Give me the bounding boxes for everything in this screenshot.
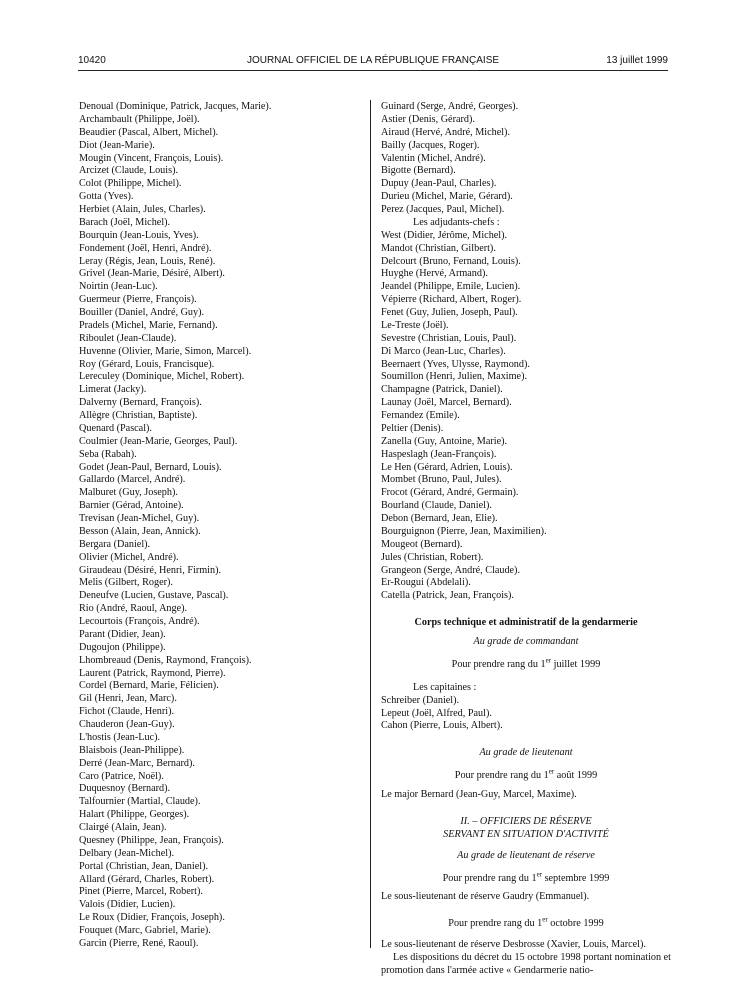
list-item: Guermeur (Pierre, François). — [79, 294, 197, 306]
list-item: Lereculey (Dominique, Michel, Robert). — [79, 371, 245, 383]
list-item: Zanella (Guy, Antoine, Marie). — [381, 435, 508, 447]
list-item: Caro (Patrice, Noël). — [79, 770, 164, 782]
list-item: Barnier (Gérad, Antoine). — [79, 500, 184, 512]
list-item: Peltier (Denis). — [381, 422, 444, 434]
list-item: Dupuy (Jean-Paul, Charles). — [381, 178, 497, 190]
list-item: Pradels (Michel, Marie, Fernand). — [79, 319, 218, 331]
list-item: Herbiet (Alain, Jules, Charles). — [79, 204, 206, 215]
list-item: Quesney (Philippe, Jean, François). — [79, 834, 224, 846]
list-item: Noirtin (Jean-Luc). — [79, 281, 158, 293]
list-item: Guinard (Serge, André, Georges). — [381, 101, 519, 112]
left-column — [79, 101, 361, 951]
list-item: Cordel (Bernard, Marie, Félicien). — [79, 680, 219, 692]
rang-aout: Pour prendre rang du 1er août 1999 — [454, 767, 598, 782]
list-item: Huvenne (Olivier, Marie, Simon, Marcel). — [79, 345, 252, 357]
column-divider — [370, 100, 371, 948]
list-item: L'hostis (Jean-Luc). — [79, 731, 161, 743]
list-item: Delcourt (Bruno, Fernand, Louis). — [381, 255, 521, 267]
list-item: Lecourtois (François, André). — [79, 616, 200, 627]
list-item: Le Roux (Didier, François, Joseph). — [79, 912, 225, 924]
list-item: Derré (Jean-Marc, Bernard). — [79, 757, 195, 769]
list-item: Fernandez (Emile). — [381, 410, 460, 421]
list-item: Beernaert (Yves, Ulysse, Raymond). — [381, 358, 530, 370]
capitaines-label: Les capitaines : — [413, 681, 477, 693]
page-header — [78, 55, 668, 69]
list-item: Delbary (Jean-Michel). — [79, 847, 175, 859]
list-item: Mougeot (Bernard). — [381, 538, 463, 550]
list-item: Fouquet (Marc, Gabriel, Marie). — [79, 925, 211, 936]
list-item: Giraudeau (Désiré, Henri, Firmin). — [79, 564, 222, 576]
name-list-b — [381, 230, 671, 603]
list-item: Talfournier (Martial, Claude). — [79, 796, 201, 808]
list-item: Parant (Didier, Jean). — [79, 628, 166, 640]
list-item: Soumillon (Henri, Julien, Maxime). — [381, 371, 528, 383]
list-item: Le Hen (Gérard, Adrien, Louis). — [381, 461, 513, 473]
section-title-reserve-2: SERVANT EN SITUATION D'ACTIVITÉ — [443, 828, 609, 840]
list-item: Roy (Gérard, Louis, Francisque). — [79, 358, 215, 370]
list-item: Limerat (Jacky). — [79, 384, 147, 396]
header-rule — [78, 70, 668, 71]
list-item: Durieu (Michel, Marie, Gérard). — [381, 191, 513, 203]
list-item: West (Didier, Jérôme, Michel). — [381, 229, 508, 241]
list-item: Rio (André, Raoul, Ange). — [79, 603, 188, 615]
list-item: Garcin (Pierre, René, Raoul). — [79, 937, 199, 949]
rang-septembre: Pour prendre rang du 1er septembre 1999 — [442, 870, 610, 884]
list-item: Schreiber (Daniel). — [381, 694, 460, 706]
list-item: Bergara (Daniel). — [79, 538, 151, 550]
list-item: Debon (Bernard, Jean, Elie). — [381, 513, 498, 524]
list-item: Pinet (Pierre, Marcel, Robert). — [79, 886, 203, 898]
list-item: Blaisbois (Jean-Philippe). — [79, 744, 185, 756]
rang-octobre: Pour prendre rang du 1er octobre 1999 — [448, 915, 604, 930]
list-item: Seba (Rabah). — [79, 448, 137, 460]
list-item: Astier (Denis, Gérard). — [381, 113, 475, 125]
list-item: Mandot (Christian, Gilbert). — [381, 242, 496, 254]
list-item: Perez (Jacques, Paul, Michel). — [381, 204, 505, 215]
list-item: Bourland (Claude, Daniel). — [381, 500, 492, 512]
list-item: Leray (Régis, Jean, Louis, René). — [79, 255, 216, 267]
list-item: Mougin (Vincent, François, Louis). — [79, 152, 224, 164]
list-item: Trevisan (Jean-Michel, Guy). — [79, 513, 200, 524]
capitaines-list — [381, 695, 671, 734]
list-item: Godet (Jean-Paul, Bernard, Louis). — [79, 461, 222, 473]
list-item: Barach (Joël, Michel). — [79, 216, 171, 228]
list-item: Haspeslagh (Jean-François). — [381, 448, 497, 460]
list-item: Laurent (Patrick, Raymond, Pierre). — [79, 667, 226, 679]
grade-lieutenant-heading: Au grade de lieutenant — [479, 747, 573, 759]
list-item: Bigotte (Bernard). — [381, 165, 456, 177]
list-item: Olivier (Michel, André). — [79, 551, 179, 563]
list-item: Dugoujon (Philippe). — [79, 641, 166, 653]
list-item: Gotta (Yves). — [79, 191, 134, 203]
list-item: Malburet (Guy, Joseph). — [79, 487, 178, 499]
list-item: Deneufve (Lucien, Gustave, Pascal). — [79, 590, 229, 602]
list-item: Airaud (Hervé, André, Michel). — [381, 126, 510, 138]
list-item: Bourquin (Jean-Louis, Yves). — [79, 229, 199, 241]
major-entry: Le major Bernard (Jean-Guy, Marcel, Maxime). — [381, 789, 577, 800]
list-item: Grivel (Jean-Marie, Désiré, Albert). — [79, 268, 225, 280]
list-item: Launay (Joël, Marcel, Bernard). — [381, 397, 512, 409]
list-item: Jeandel (Philippe, Emile, Lucien). — [381, 281, 521, 293]
list-item: Dalverny (Bernard, François). — [79, 397, 202, 409]
list-item: Catella (Patrick, Jean, François). — [381, 590, 514, 602]
issue-date: 13 juillet 1999 — [606, 55, 668, 66]
list-item: Beaudier (Pascal, Albert, Michel). — [79, 126, 219, 138]
list-item: Valois (Didier, Lucien). — [79, 899, 176, 911]
journal-title: JOURNAL OFFICIEL DE LA RÉPUBLIQUE FRANÇAISE — [246, 55, 500, 66]
list-item: Riboulet (Jean-Claude). — [79, 332, 177, 344]
list-item: Sevestre (Christian, Louis, Paul). — [381, 332, 517, 344]
list-item: Clairgé (Alain, Jean). — [79, 822, 167, 833]
list-item: Besson (Alain, Jean, Annick). — [79, 525, 201, 537]
list-item: Chauderon (Jean-Guy). — [79, 719, 175, 730]
list-item: Melis (Gilbert, Roger). — [79, 577, 173, 589]
list-item: Diot (Jean-Marie). — [79, 139, 155, 151]
grade-commandant-heading: Au grade de commandant — [473, 636, 579, 647]
name-list-a — [381, 101, 671, 217]
list-item: Bouiller (Daniel, André, Guy). — [79, 307, 205, 318]
list-item: Jules (Christian, Robert). — [381, 551, 484, 563]
list-item: Bailly (Jacques, Roger). — [381, 139, 480, 151]
list-item: Arcizet (Claude, Louis). — [79, 165, 179, 177]
closing-paragraph: Les dispositions du décret du 15 octobre 1998 portant nomination et promotion dans l'armée active « Gendarmerie natio- — [381, 952, 671, 976]
list-item: Gil (Henri, Jean, Marc). — [79, 693, 177, 705]
list-item: Vépierre (Richard, Albert, Roger). — [381, 294, 522, 306]
list-item: Halart (Philippe, Georges). — [79, 809, 190, 821]
list-item: Denoual (Dominique, Patrick, Jacques, Marie). — [79, 101, 272, 112]
list-item: Champagne (Patrick, Daniel). — [381, 384, 503, 396]
list-item: Fichot (Claude, Henri). — [79, 706, 175, 718]
desbrosse-entry: Le sous-lieutenant de réserve Desbrosse (Xavier, Louis, Marcel). — [381, 939, 646, 951]
list-item: Frocot (Gérard, André, Germain). — [381, 487, 519, 499]
list-item: Lepeut (Joël, Alfred, Paul). — [381, 707, 492, 719]
list-item: Archambault (Philippe, Joël). — [79, 113, 200, 125]
list-item: Cahon (Pierre, Louis, Albert). — [381, 720, 503, 732]
list-item: Huyghe (Hervé, Armand). — [381, 268, 488, 280]
page-number: 10420 — [78, 55, 106, 66]
list-item: Di Marco (Jean-Luc, Charles). — [381, 345, 506, 357]
list-item: Portal (Christian, Jean, Daniel). — [79, 860, 209, 872]
section-title-gendarmerie: Corps technique et administratif de la gendarmerie — [414, 617, 638, 629]
list-item: Colot (Philippe, Michel). — [79, 178, 182, 190]
section-title-reserve-1: II. – OFFICIERS DE RÉSERVE — [460, 815, 592, 827]
list-item: Duquesnoy (Bernard). — [79, 783, 171, 795]
list-item: Fenet (Guy, Julien, Joseph, Paul). — [381, 307, 518, 318]
list-item: Coulmier (Jean-Marie, Georges, Paul). — [79, 435, 238, 447]
gaudry-entry: Le sous-lieutenant de réserve Gaudry (Emmanuel). — [381, 891, 590, 903]
list-item: Valentin (Michel, André). — [381, 152, 486, 164]
list-item: Grangeon (Serge, André, Claude). — [381, 564, 520, 576]
list-item: Allègre (Christian, Baptiste). — [79, 410, 198, 421]
list-item: Mombet (Bruno, Paul, Jules). — [381, 474, 502, 486]
list-item: Gallardo (Marcel, André). — [79, 474, 186, 486]
list-item: Quenard (Pascal). — [79, 422, 152, 434]
list-item: Le-Treste (Joël). — [381, 319, 449, 331]
list-item: Er-Rougui (Abdelali). — [381, 577, 471, 589]
right-column — [381, 101, 671, 978]
rang-juillet: Pour prendre rang du 1er juillet 1999 — [451, 656, 601, 670]
list-item: Allard (Gérard, Charles, Robert). — [79, 873, 215, 885]
grade-lieutenant-reserve-heading: Au grade de lieutenant de réserve — [457, 849, 595, 861]
adjudants-label: Les adjudants-chefs : — [413, 216, 500, 228]
list-item: Lhombreaud (Denis, Raymond, François). — [79, 654, 252, 666]
list-item: Fondement (Joël, Henri, André). — [79, 242, 212, 254]
list-item: Bourguignon (Pierre, Jean, Maximilien). — [381, 525, 547, 537]
